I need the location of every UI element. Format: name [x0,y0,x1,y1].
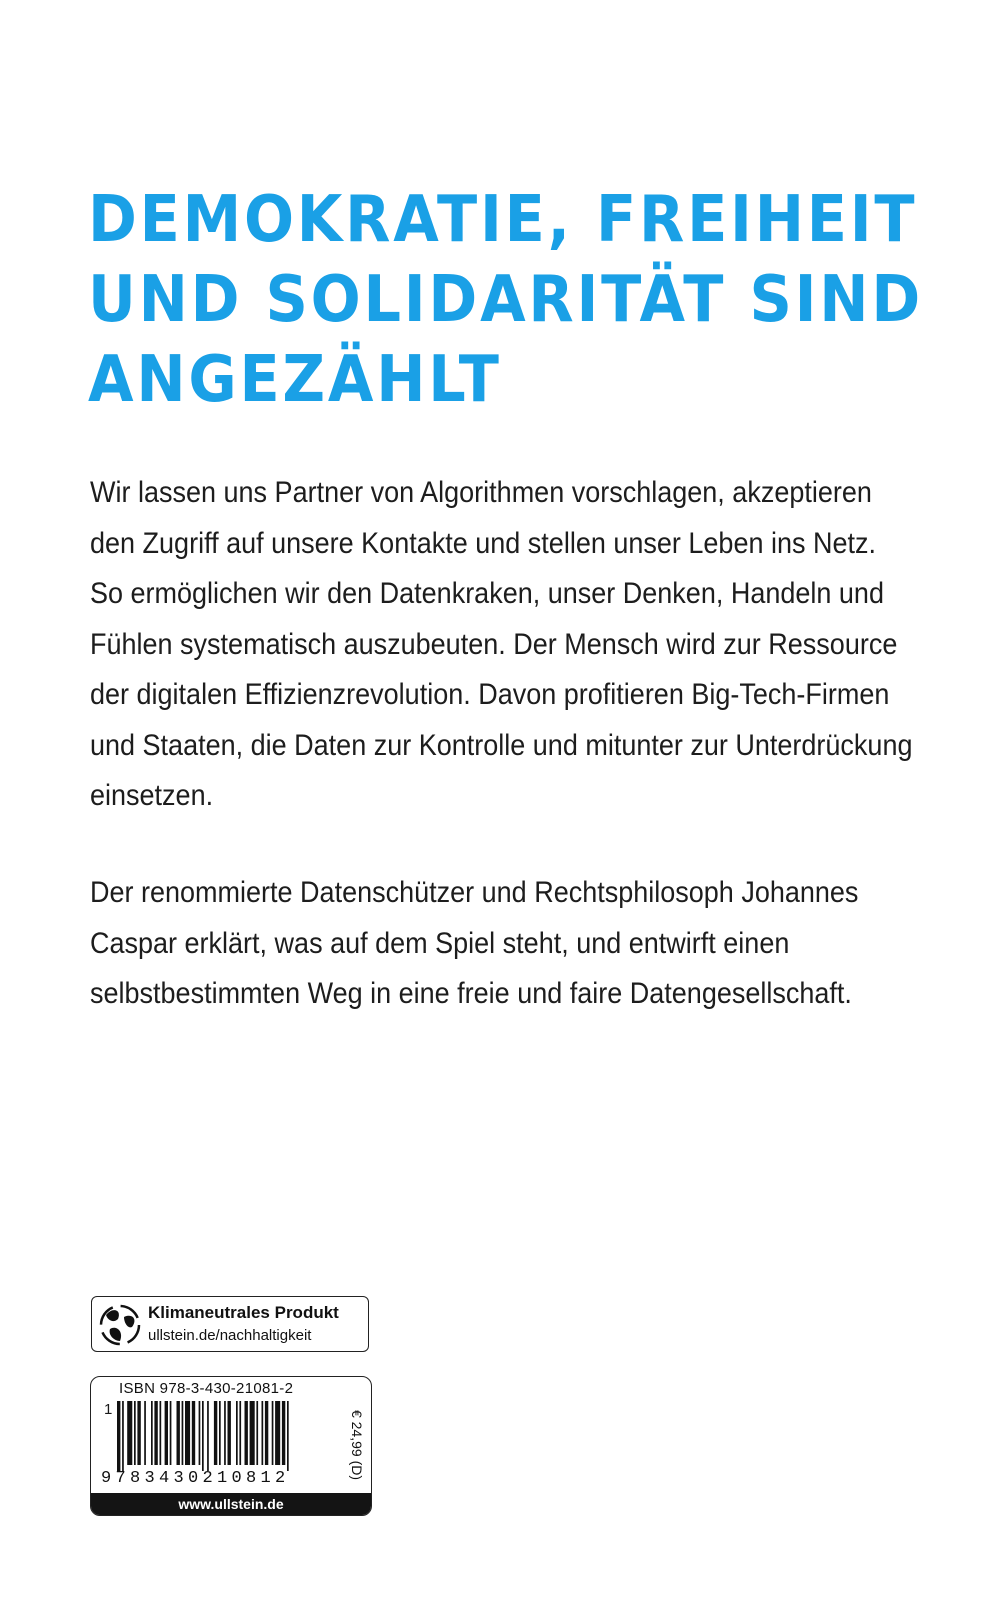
barcode-bars [117,1401,327,1471]
barcode-bar [170,1401,172,1465]
headline-line-1: DEMOKRATIE, FREIHEIT [88,183,918,257]
barcode-bar [250,1401,255,1465]
barcode-bar [214,1401,217,1465]
barcode-bar [165,1401,168,1465]
barcode-digits: 9783430210812 [101,1469,290,1488]
blurb-line: den Zugriff auf unsere Kontakte und stellen unser Leben ins Netz. [90,526,877,560]
barcode-bar [207,1401,209,1471]
barcode-bar [134,1401,136,1465]
blurb-line: Wir lassen uns Partner von Algorithmen vorschlagen, akzeptieren [90,476,872,509]
isbn-barcode [90,1376,372,1516]
blurb-line: Caspar erklärt, was auf dem Spiel steht, und entwirft einen [90,926,790,960]
barcode-bar [117,1401,120,1471]
barcode-bar [219,1401,221,1465]
blurb-line: selbstbestimmten Weg in eine freie und faire Datengesellschaft. [90,977,852,1010]
barcode-bar [177,1401,180,1465]
barcode-bar [154,1401,157,1465]
blurb-line: Der renommierte Datenschützer und Rechtsphilosoph Johannes [90,876,859,909]
barcode-lead-digit: 1 [104,1401,113,1418]
barcode-bar [256,1401,258,1465]
barcode-bar [192,1401,195,1465]
barcode-bar [275,1401,280,1465]
barcode-bar [202,1401,204,1471]
barcode-bar [265,1401,268,1465]
blurb-line: Fühlen systematisch auszubeuten. Der Mensch wird zur Ressource [90,627,898,661]
blurb-paragraph-2 [90,868,970,1020]
blurb-paragraph-1 [90,468,970,822]
headline-line-2: UND SOLIDARITÄT SIND [88,263,923,337]
blurb-line: So ermöglichen wir den Datenkraken, unser Denken, Handeln und [90,577,884,610]
barcode-bar [228,1401,231,1465]
isbn-number: ISBN 978-3-430-21081-2 [119,1380,294,1397]
badge-title: Klimaneutrales Produkt [148,1303,339,1322]
leaf-globe-icon [98,1303,142,1347]
barcode-bar [199,1401,201,1465]
barcode-bar [282,1401,285,1465]
headline-line-3: ANGEZÄHLT [88,343,502,417]
blurb-line: der digitalen Effizienzrevolution. Davon profitieren Big-Tech-Firmen [90,678,890,711]
publisher-website: www.ullstein.de [91,1493,371,1515]
barcode-bar [151,1401,153,1465]
climate-neutral-badge [91,1296,369,1352]
barcode-bar [160,1401,162,1465]
barcode-bar [287,1401,289,1471]
barcode-bar [185,1401,190,1465]
barcode-bar [239,1401,241,1465]
blurb-line: und Staaten, die Daten zur Kontrolle und mitunter zur Unterdrückung [90,728,913,762]
barcode-bar [245,1401,248,1465]
barcode-bar [262,1401,264,1465]
barcode-bar [224,1401,226,1465]
barcode-bar [127,1401,132,1465]
barcode-bar [144,1401,146,1465]
barcode-bar [122,1401,124,1471]
blurb-line: einsetzen. [90,779,214,812]
price-label [347,1407,367,1487]
barcode-bar [182,1401,184,1465]
barcode-bar [272,1401,274,1465]
barcode-bar [137,1401,140,1465]
badge-url: ullstein.de/nachhaltigkeit [148,1327,312,1344]
barcode-bar [236,1401,238,1465]
price-text: € 24,99 (D) [349,1409,365,1481]
headline [88,180,923,420]
